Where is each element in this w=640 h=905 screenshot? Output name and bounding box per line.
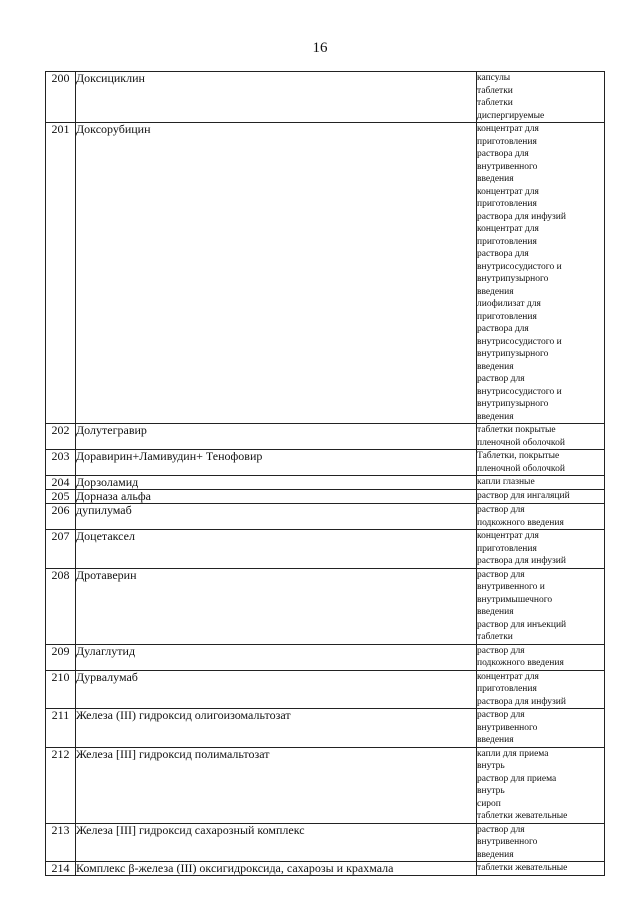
dosage-forms bbox=[477, 862, 605, 876]
dosage-forms bbox=[477, 709, 605, 748]
dosage-forms bbox=[477, 424, 605, 450]
row-number: 203 bbox=[46, 450, 76, 476]
table-row bbox=[46, 424, 605, 450]
drug-name: Железа [III] гидроксид сахарозный комплекс bbox=[76, 823, 477, 862]
dosage-form-line: приготовления bbox=[477, 199, 537, 209]
table-row bbox=[46, 530, 605, 569]
dosage-forms bbox=[477, 747, 605, 823]
drug-name: Железа [III] гидроксид полимальтозат bbox=[76, 747, 477, 823]
dosage-form-line: введения bbox=[477, 411, 514, 422]
dosage-form-line: внутрипузырного bbox=[477, 349, 549, 359]
dosage-form-line: таблетки покрытые bbox=[477, 425, 556, 435]
dosage-forms bbox=[477, 476, 605, 490]
dosage-form-line: таблетки bbox=[477, 632, 513, 642]
dosage-form-line: раствор для bbox=[477, 824, 525, 835]
dosage-form-line: сироп bbox=[477, 798, 501, 809]
drug-name: Дулаглутид bbox=[76, 644, 477, 670]
dosage-form-line: раствор для ингаляций bbox=[477, 491, 570, 501]
dosage-form-line: раствор для bbox=[477, 569, 525, 580]
row-number: 210 bbox=[46, 670, 76, 709]
row-number: 212 bbox=[46, 747, 76, 823]
drug-name: Долутегравир bbox=[76, 424, 477, 450]
dosage-form-line: внутрь bbox=[477, 786, 505, 796]
dosage-form-line: введения bbox=[477, 174, 514, 184]
row-number: 209 bbox=[46, 644, 76, 670]
dosage-form-line: введения bbox=[477, 735, 514, 745]
row-number: 214 bbox=[46, 862, 76, 876]
table-row bbox=[46, 476, 605, 490]
dosage-form-line: лиофилизат для bbox=[477, 299, 541, 309]
dosage-form-line: капли глазные bbox=[477, 477, 535, 487]
table-row bbox=[46, 490, 605, 504]
row-number: 213 bbox=[46, 823, 76, 862]
dosage-form-line: раствора для инфузий bbox=[477, 211, 566, 222]
dosage-form-line: раствор для bbox=[477, 645, 525, 656]
dosage-form-line: раствор для инъекций bbox=[477, 619, 567, 630]
dosage-form-line: капли для приема bbox=[477, 748, 549, 759]
dosage-form-line: раствор для bbox=[477, 710, 525, 720]
dosage-form-line: приготовления bbox=[477, 136, 537, 147]
dosage-form-line: введения bbox=[477, 607, 514, 617]
dosage-form-line: пленочной оболочкой bbox=[477, 463, 565, 474]
row-number: 204 bbox=[46, 476, 76, 490]
row-number: 206 bbox=[46, 504, 76, 530]
row-number: 202 bbox=[46, 424, 76, 450]
dosage-form-line: раствора для bbox=[477, 324, 529, 334]
dosage-form-line: внутривенного bbox=[477, 837, 538, 847]
dosage-forms bbox=[477, 123, 605, 424]
dosage-form-line: внутрисосудистого и bbox=[477, 336, 562, 347]
dosage-form-line: внутрисосудистого и bbox=[477, 386, 562, 397]
table-row bbox=[46, 709, 605, 748]
dosage-forms bbox=[477, 530, 605, 569]
dosage-form-line: раствор для bbox=[477, 505, 525, 515]
drug-name: Дротаверин bbox=[76, 568, 477, 644]
dosage-forms bbox=[477, 670, 605, 709]
table-row bbox=[46, 504, 605, 530]
dosage-form-line: пленочной оболочкой bbox=[477, 437, 565, 448]
dosage-form-line: раствор для bbox=[477, 374, 525, 384]
drug-name: Доксорубицин bbox=[76, 123, 477, 424]
drug-name: Комплекс β-железа (III) оксигидроксида, сахарозы и крахмала bbox=[76, 862, 477, 876]
dosage-form-line: таблетки жевательные bbox=[477, 811, 568, 821]
table-row bbox=[46, 644, 605, 670]
dosage-form-line: раствора для bbox=[477, 249, 529, 259]
dosage-form-line: приготовления bbox=[477, 684, 537, 694]
dosage-form-line: раствор для приема bbox=[477, 773, 557, 784]
dosage-forms bbox=[477, 644, 605, 670]
dosage-form-line: таблетки жевательные bbox=[477, 863, 568, 873]
drug-name: дупилумаб bbox=[76, 504, 477, 530]
dosage-form-line: внутривенного и bbox=[477, 582, 545, 592]
dosage-form-line: концентрат для bbox=[477, 531, 539, 541]
table-row bbox=[46, 862, 605, 876]
table-row bbox=[46, 123, 605, 424]
row-number: 201 bbox=[46, 123, 76, 424]
dosage-form-line: внутрипузырного bbox=[477, 274, 549, 284]
page-number: 16 bbox=[312, 40, 328, 56]
row-number: 205 bbox=[46, 490, 76, 504]
dosage-form-line: приготовления bbox=[477, 543, 537, 554]
dosage-form-line: таблетки bbox=[477, 85, 513, 96]
dosage-forms bbox=[477, 450, 605, 476]
dosage-forms bbox=[477, 823, 605, 862]
table-row bbox=[46, 823, 605, 862]
dosage-form-line: Таблетки, покрытые bbox=[477, 451, 560, 461]
row-number: 200 bbox=[46, 72, 76, 123]
dosage-form-line: концентрат для bbox=[477, 124, 539, 134]
dosage-forms bbox=[477, 72, 605, 123]
row-number: 207 bbox=[46, 530, 76, 569]
dosage-form-line: внутримышечного bbox=[477, 594, 553, 605]
dosage-form-line: капсулы bbox=[477, 73, 511, 83]
dosage-form-line: приготовления bbox=[477, 236, 537, 247]
dosage-forms bbox=[477, 504, 605, 530]
table-row bbox=[46, 747, 605, 823]
table-row bbox=[46, 670, 605, 709]
table-row bbox=[46, 450, 605, 476]
dosage-form-line: подкожного введения bbox=[477, 517, 564, 528]
dosage-form-line: диспергируемые bbox=[477, 110, 545, 121]
drug-name: Доксициклин bbox=[76, 72, 477, 123]
dosage-form-line: концентрат для bbox=[477, 186, 539, 197]
dosage-form-line: введения bbox=[477, 286, 514, 297]
drug-name: Дурвалумаб bbox=[76, 670, 477, 709]
drug-name: Дорназа альфа bbox=[76, 490, 477, 504]
dosage-form-line: внутрипузырного bbox=[477, 399, 549, 409]
dosage-form-line: раствора для bbox=[477, 149, 529, 159]
dosage-form-line: введения bbox=[477, 849, 514, 860]
dosage-form-line: концентрат для bbox=[477, 224, 539, 234]
dosage-form-line: внутрь bbox=[477, 761, 505, 771]
drug-name: Дорзоламид bbox=[76, 476, 477, 490]
table-row bbox=[46, 568, 605, 644]
table-body bbox=[46, 72, 605, 876]
dosage-form-line: подкожного введения bbox=[477, 658, 564, 668]
dosage-form-line: приготовления bbox=[477, 311, 537, 322]
drug-name: Доцетаксел bbox=[76, 530, 477, 569]
dosage-form-line: внутривенного bbox=[477, 722, 538, 733]
dosage-form-line: таблетки bbox=[477, 98, 513, 108]
dosage-form-line: концентрат для bbox=[477, 671, 539, 682]
table-row bbox=[46, 72, 605, 123]
drug-table bbox=[45, 71, 605, 876]
dosage-forms bbox=[477, 490, 605, 504]
drug-name: Железа (III) гидроксид олигоизомальтозат bbox=[76, 709, 477, 748]
row-number: 208 bbox=[46, 568, 76, 644]
dosage-form-line: введения bbox=[477, 361, 514, 372]
dosage-form-line: внутрисосудистого и bbox=[477, 261, 562, 272]
drug-name: Доравирин+Ламивудин+ Тенофовир bbox=[76, 450, 477, 476]
dosage-form-line: внутривенного bbox=[477, 161, 538, 172]
dosage-form-line: раствора для инфузий bbox=[477, 696, 566, 707]
dosage-forms bbox=[477, 568, 605, 644]
dosage-form-line: раствора для инфузий bbox=[477, 556, 566, 566]
row-number: 211 bbox=[46, 709, 76, 748]
